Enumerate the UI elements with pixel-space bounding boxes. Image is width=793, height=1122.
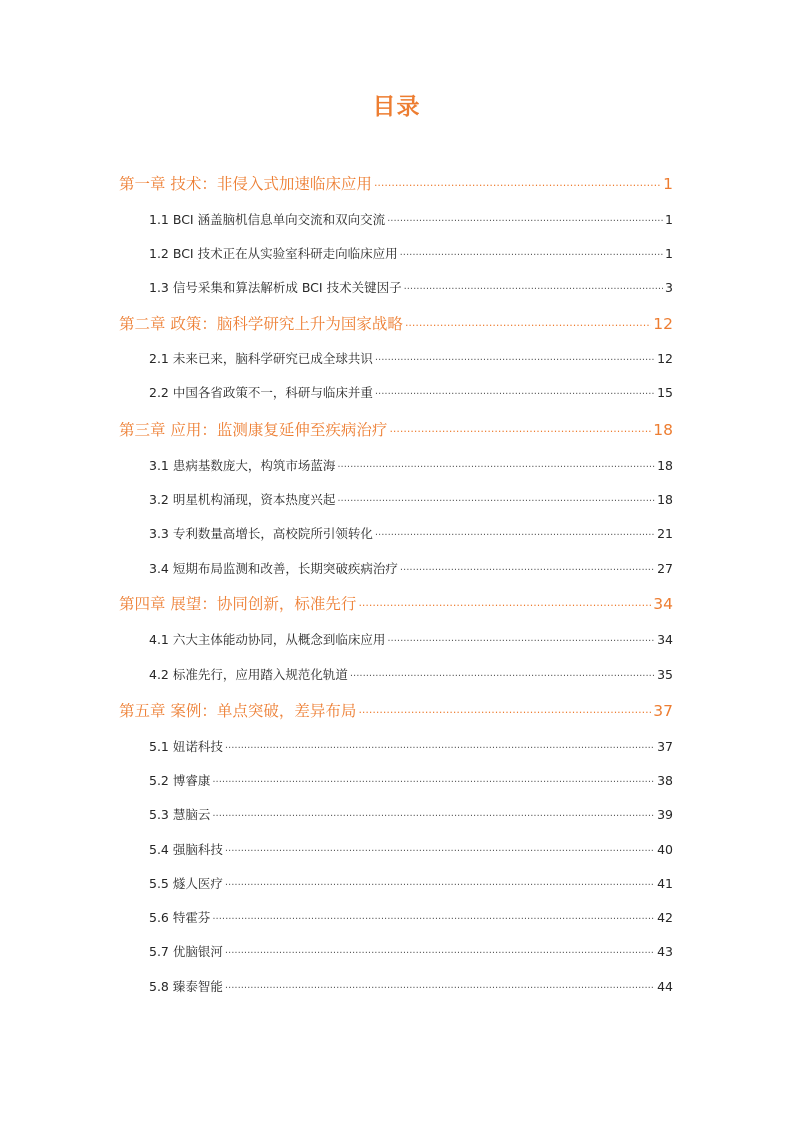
toc-section-5-5[interactable] [149, 874, 673, 892]
toc-page-number: 3 [665, 280, 673, 295]
toc-section-5-4[interactable] [149, 840, 673, 858]
toc-section-5-7[interactable] [149, 942, 673, 960]
toc-chapter-1[interactable] [119, 172, 673, 194]
dot-leader [225, 846, 655, 857]
dot-leader [212, 777, 655, 788]
toc-section-label: 2.2 中国各省政策不一，科研与临床并重 [149, 385, 373, 400]
toc-section-3-3[interactable] [149, 524, 673, 542]
toc-page-number: 37 [657, 739, 673, 754]
dot-leader [337, 496, 655, 507]
toc-chapter-3[interactable] [119, 418, 673, 440]
dot-leader [212, 811, 655, 822]
toc-page-number: 35 [657, 667, 673, 682]
toc-section-1-3[interactable] [149, 278, 673, 296]
dot-leader [375, 530, 655, 541]
dot-leader [389, 425, 651, 438]
toc-chapter-5[interactable] [119, 699, 673, 721]
toc-section-label: 3.4 短期布局监测和改善，长期突破疾病治疗 [149, 561, 398, 576]
dot-leader [212, 914, 655, 925]
toc-page-number: 18 [653, 421, 673, 439]
toc-section-label: 5.6 特霍芬 [149, 910, 211, 925]
dot-leader [350, 671, 655, 682]
dot-leader [225, 743, 655, 754]
toc-section-3-4[interactable] [149, 559, 673, 577]
toc-section-5-6[interactable] [149, 908, 673, 926]
dot-leader [375, 355, 655, 366]
toc-page-number: 41 [657, 876, 673, 891]
toc-section-5-3[interactable] [149, 805, 673, 823]
toc-section-3-2[interactable] [149, 490, 673, 508]
dot-leader [374, 179, 661, 192]
toc-chapter-label: 第三章 应用：监测康复延伸至疾病治疗 [119, 421, 388, 439]
toc-section-label: 1.1 BCI 涵盖脑机信息单向交流和双向交流 [149, 212, 386, 227]
toc-section-label: 5.1 妞诺科技 [149, 739, 223, 754]
toc-section-label: 5.2 博睿康 [149, 773, 211, 788]
dot-leader [225, 880, 655, 891]
toc-section-label: 3.2 明星机构涌现，资本热度兴起 [149, 492, 336, 507]
toc-page-number: 12 [657, 351, 673, 366]
dot-leader [225, 948, 655, 959]
toc-section-label: 3.3 专利数量高增长，高校院所引领转化 [149, 526, 373, 541]
dot-leader [400, 565, 655, 576]
toc-section-5-8[interactable] [149, 977, 673, 995]
dot-leader [337, 462, 655, 473]
toc-section-label: 2.1 未来已来，脑科学研究已成全球共识 [149, 351, 373, 366]
toc-page-number: 15 [657, 385, 673, 400]
toc-section-label: 5.3 慧脑云 [149, 807, 211, 822]
dot-leader [404, 284, 663, 295]
toc-section-label: 5.5 燧人医疗 [149, 876, 223, 891]
toc-page-number: 39 [657, 807, 673, 822]
toc-chapter-4[interactable] [119, 592, 673, 614]
toc-section-4-2[interactable] [149, 665, 673, 683]
toc-page-number: 1 [663, 175, 673, 193]
toc-section-label: 5.4 强脑科技 [149, 842, 223, 857]
dot-leader [387, 636, 655, 647]
toc-chapter-label: 第二章 政策：脑科学研究上升为国家战略 [119, 315, 403, 333]
dot-leader [400, 250, 663, 261]
toc-page-number: 18 [657, 492, 673, 507]
dot-leader [375, 389, 655, 400]
toc-page-number: 40 [657, 842, 673, 857]
toc-page-number: 44 [657, 979, 673, 994]
toc-page-number: 34 [653, 595, 673, 613]
toc-page-number: 34 [657, 632, 673, 647]
toc-chapter-label: 第四章 展望：协同创新，标准先行 [119, 595, 357, 613]
toc-section-1-2[interactable] [149, 244, 673, 262]
toc-section-label: 3.1 患病基数庞大，构筑市场蓝海 [149, 458, 336, 473]
toc-page-number: 1 [665, 246, 673, 261]
toc-section-label: 5.7 优脑银河 [149, 944, 223, 959]
page-title: 目录 [372, 94, 421, 120]
toc-section-label: 4.2 标准先行，应用踏入规范化轨道 [149, 667, 348, 682]
dot-leader [405, 319, 651, 332]
toc-section-1-1[interactable] [149, 210, 673, 228]
toc-section-5-1[interactable] [149, 737, 673, 755]
toc-chapter-label: 第一章 技术：非侵入式加速临床应用 [119, 175, 372, 193]
toc-chapter-2[interactable] [119, 312, 673, 334]
toc-page-number: 37 [653, 702, 673, 720]
dot-leader [358, 706, 651, 719]
toc-page-number: 43 [657, 944, 673, 959]
toc-page-number: 21 [657, 526, 673, 541]
dot-leader [358, 599, 651, 612]
toc-page-number: 1 [665, 212, 673, 227]
toc-section-label: 1.3 信号采集和算法解析成 BCI 技术关键因子 [149, 280, 402, 295]
toc-section-label: 5.8 臻泰智能 [149, 979, 223, 994]
toc-section-label: 1.2 BCI 技术正在从实验室科研走向临床应用 [149, 246, 398, 261]
toc-section-3-1[interactable] [149, 456, 673, 474]
toc-section-label: 4.1 六大主体能动协同，从概念到临床应用 [149, 632, 386, 647]
dot-leader [225, 983, 655, 994]
toc-page-number: 38 [657, 773, 673, 788]
toc-section-2-2[interactable] [149, 383, 673, 401]
toc-page-number: 42 [657, 910, 673, 925]
toc-page-number: 27 [657, 561, 673, 576]
toc-section-4-1[interactable] [149, 630, 673, 648]
toc-page-number: 18 [657, 458, 673, 473]
toc-section-5-2[interactable] [149, 771, 673, 789]
toc-section-2-1[interactable] [149, 349, 673, 367]
toc-page-number: 12 [653, 315, 673, 333]
dot-leader [387, 216, 663, 227]
toc-chapter-label: 第五章 案例：单点突破，差异布局 [119, 702, 357, 720]
